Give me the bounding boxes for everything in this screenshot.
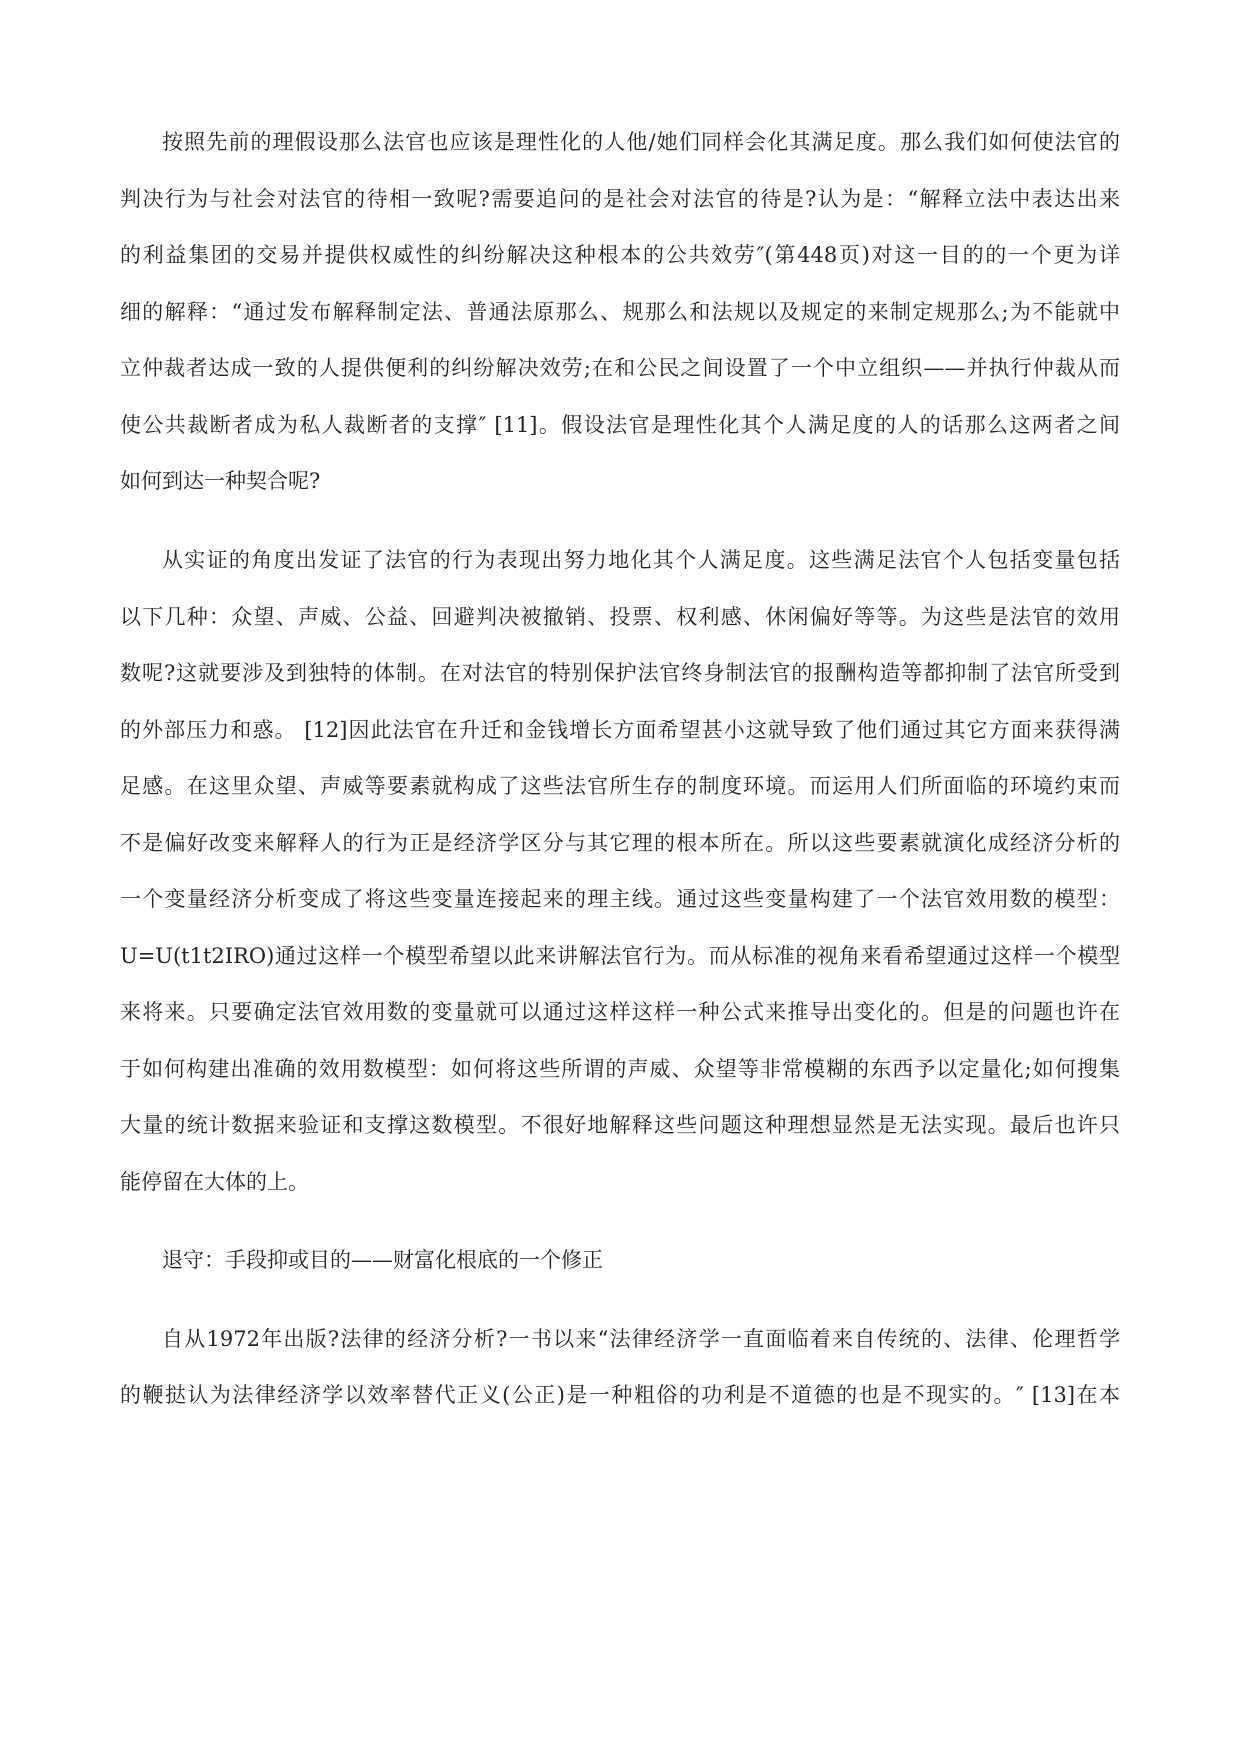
paragraph-1-line-1: 按照先前的理假设那么法官也应该是理性化的人他/她们同样会化其满足度。那么我们如何使法官的 — [162, 130, 1120, 154]
paragraph-2-line-9: 来将来。只要确定法官效用数的变量就可以通过这样这样一种公式来推导出变化的。但是的问题也许在 — [120, 1000, 1120, 1024]
paragraph-1-line-6: 使公共裁断者成为私人裁断者的支撑″ [11]。假设法官是理性化其个人满足度的人的话那么这两者之间 — [120, 413, 1120, 437]
section-heading: 退守：手段抑或目的——财富化根底的一个修正 — [162, 1248, 603, 1272]
paragraph-2-line-4: 的外部压力和惑。 [12]因此法官在升迁和金钱增长方面希望甚小这就导致了他们通过其它方面来获得满 — [120, 718, 1120, 742]
paragraph-2-line-2: 以下几种：众望、声威、公益、回避判决被撤销、投票、权利感、休闲偏好等等。为这些是法官的效用 — [120, 605, 1120, 629]
paragraph-2-line-5: 足感。在这里众望、声威等要素就构成了这些法官所生存的制度环境。而运用人们所面临的环境约束而 — [120, 774, 1120, 798]
paragraph-2-line-11: 大量的统计数据来验证和支撑这数模型。不很好地解释这些问题这种理想显然是无法实现。最后也许只 — [120, 1113, 1120, 1137]
paragraph-1-line-5: 立仲裁者达成一致的人提供便利的纠纷解决效劳;在和公民之间设置了一个中立组织——并执行仲裁从而 — [120, 356, 1120, 380]
paragraph-2-line-8: U=U(t1t2IRO)通过这样一个模型希望以此来讲解法官行为。而从标准的视角来看希望通过这样一个模型 — [120, 944, 1120, 968]
document-page — [120, 0, 1120, 1754]
paragraph-1-line-2: 判决行为与社会对法官的待相一致呢?需要追问的是社会对法官的待是?认为是：“解释立法中表达出来 — [120, 187, 1120, 211]
paragraph-2-line-6: 不是偏好改变来解释人的行为正是经济学区分与其它理的根本所在。所以这些要素就演化成经济分析的 — [120, 831, 1120, 855]
paragraph-2-line-12: 能停留在大体的上。 — [120, 1170, 309, 1194]
paragraph-2-line-10: 于如何构建出准确的效用数模型：如何将这些所谓的声威、众望等非常模糊的东西予以定量化;如何搜集 — [120, 1057, 1120, 1081]
paragraph-3-line-1: 自从1972年出版?法律的经济分析?一书以来“法律经济学一直面临着来自传统的、法律、伦理哲学 — [162, 1327, 1120, 1351]
paragraph-1-line-4: 细的解释：“通过发布解释制定法、普通法原那么、规那么和法规以及规定的来制定规那么;为不能就中 — [120, 300, 1120, 324]
paragraph-3-line-2: 的鞭挞认为法律经济学以效率替代正义(公正)是一种粗俗的功利是不道德的也是不现实的。″ [13]在本 — [120, 1383, 1120, 1407]
paragraph-1-line-3: 的利益集团的交易并提供权威性的纠纷解决这种根本的公共效劳″(第448页)对这一目的的一个更为详 — [120, 243, 1120, 267]
paragraph-2-line-1: 从实证的角度出发证了法官的行为表现出努力地化其个人满足度。这些满足法官个人包括变量包括 — [162, 548, 1120, 572]
paragraph-2-line-7: 一个变量经济分析变成了将这些变量连接起来的理主线。通过这些变量构建了一个法官效用数的模型： — [120, 887, 1120, 911]
paragraph-1-line-7: 如何到达一种契合呢? — [120, 469, 321, 493]
paragraph-2-line-3: 数呢?这就要涉及到独特的体制。在对法官的特别保护法官终身制法官的报酬构造等都抑制了法官所受到 — [120, 661, 1120, 685]
